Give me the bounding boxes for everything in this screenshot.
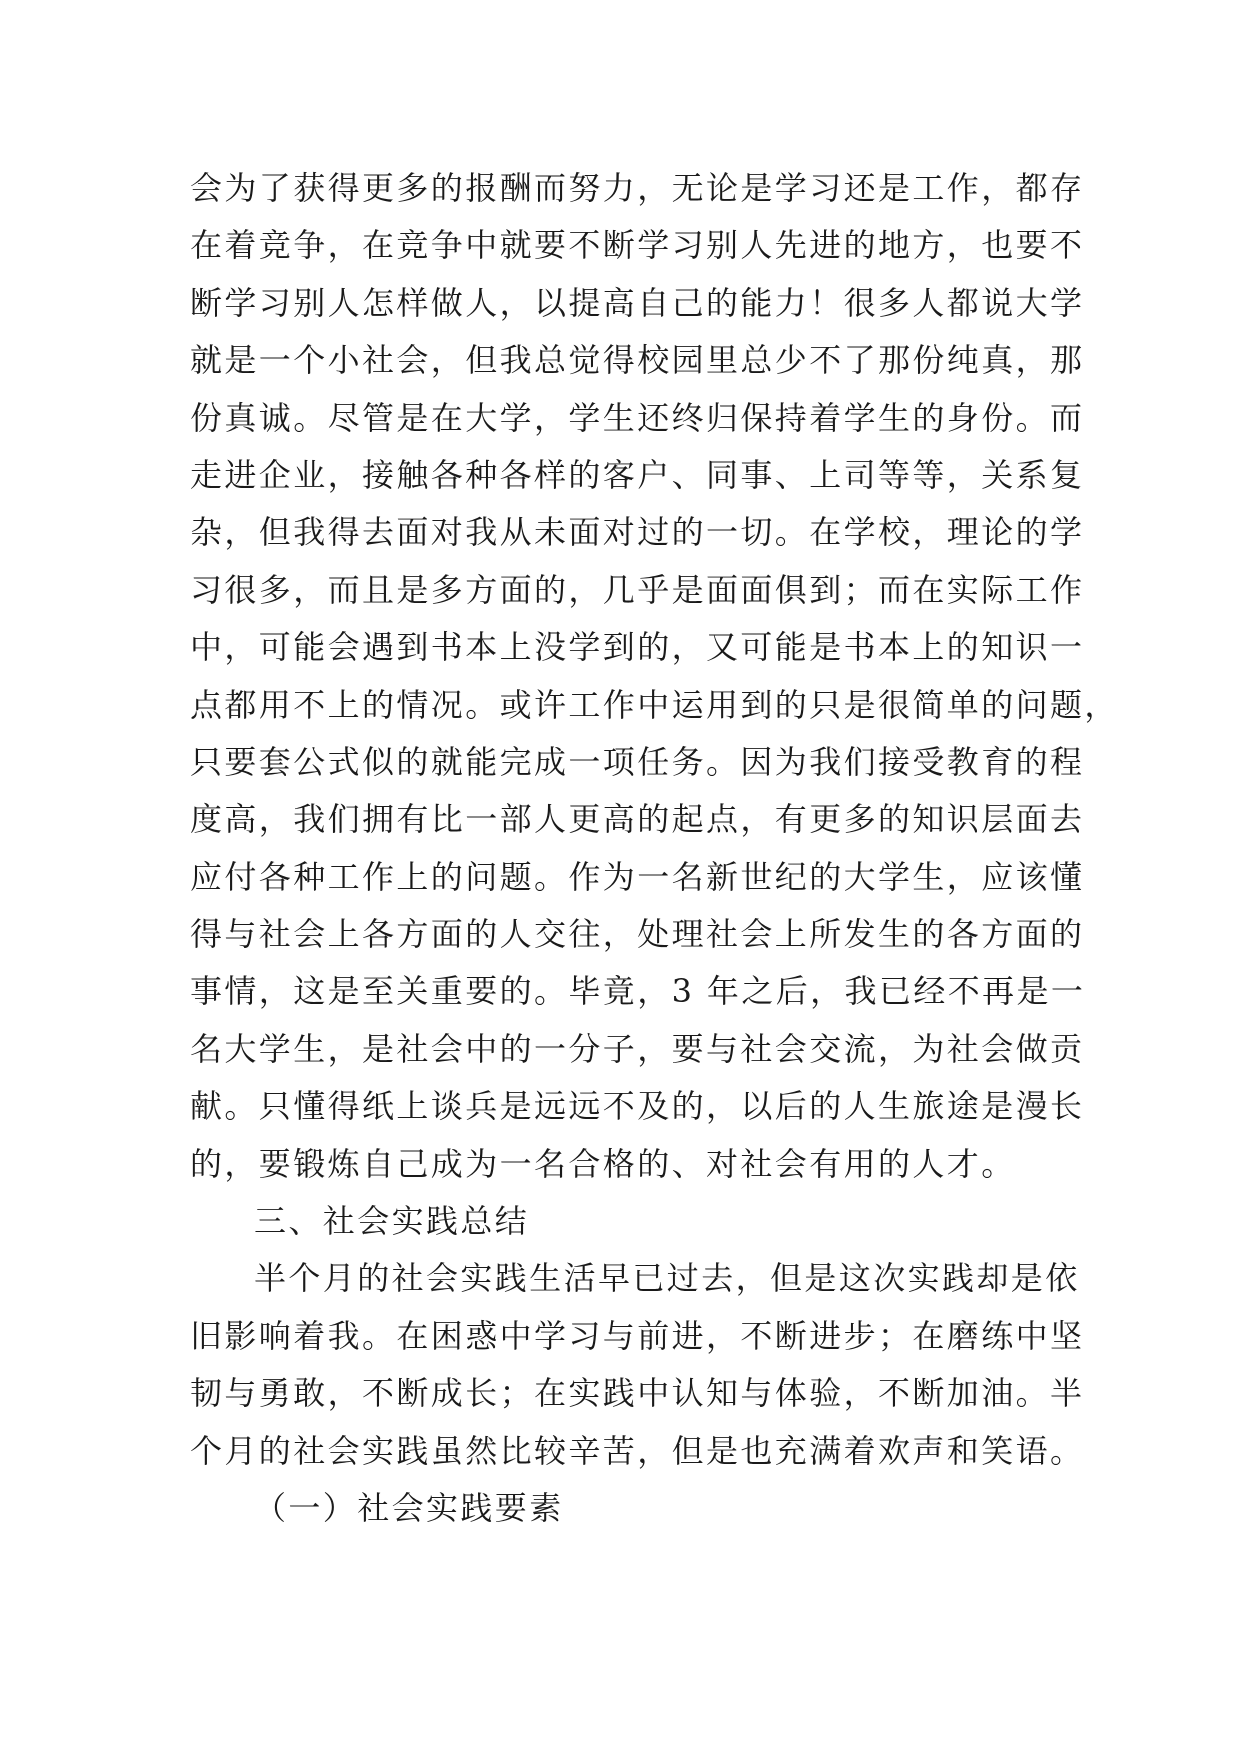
paragraph-line: 名大学生，是社会中的一分子，要与社会交流，为社会做贡 (190, 1029, 1085, 1068)
paragraph-line: 个月的社会实践虽然比较辛苦，但是也充满着欢声和笑语。 (190, 1431, 1085, 1470)
paragraph-line: 走进企业，接触各种各样的客户、同事、上司等等，关系复 (190, 455, 1085, 494)
paragraph-line: 在着竞争，在竞争中就要不断学习别人先进的地方，也要不 (190, 226, 1085, 265)
paragraph-line: 会为了获得更多的报酬而努力，无论是学习还是工作，都存 (190, 169, 1085, 207)
section-heading: 三、社会实践总结 (254, 1202, 530, 1241)
paragraph-line: 点都用不上的情况。或许工作中运用到的只是很简单的问题， (190, 685, 1119, 724)
paragraph-line: 得与社会上各方面的人交往，处理社会上所发生的各方面的 (190, 915, 1085, 954)
paragraph-line: 半个月的社会实践生活早已过去，但是这次实践却是依 (254, 1259, 1080, 1298)
paragraph-line: 度高，我们拥有比一部人更高的起点，有更多的知识层面去 (190, 800, 1085, 839)
paragraph-line: 献。只懂得纸上谈兵是远远不及的，以后的人生旅途是漫长 (190, 1087, 1085, 1126)
paragraph-line: 杂，但我得去面对我从未面对过的一切。在学校，理论的学 (190, 513, 1085, 552)
paragraph-line: 只要套公式似的就能完成一项任务。因为我们接受教育的程 (190, 742, 1085, 781)
paragraph-line: 份真诚。尽管是在大学，学生还终归保持着学生的身份。而 (190, 398, 1085, 437)
paragraph-line: 的，要锻炼自己成为一名合格的、对社会有用的人才。 (190, 1144, 1016, 1183)
paragraph-line: 事情，这是至关重要的。毕竟，3 年之后，我已经不再是一 (190, 972, 1086, 1011)
paragraph-line: 韧与勇敢，不断成长；在实践中认知与体验，不断加油。半 (190, 1374, 1085, 1413)
paragraph-line: 应付各种工作上的问题。作为一名新世纪的大学生，应该懂 (190, 857, 1085, 896)
document-body (190, 160, 1119, 1537)
paragraph-line: 旧影响着我。在困惑中学习与前进，不断进步；在磨练中坚 (190, 1316, 1085, 1355)
paragraph-line: 中，可能会遇到书本上没学到的，又可能是书本上的知识一 (190, 628, 1085, 667)
subsection-heading: （一）社会实践要素 (254, 1488, 564, 1527)
paragraph-line: 就是一个小社会，但我总觉得校园里总少不了那份纯真，那 (190, 341, 1085, 380)
paragraph-line: 断学习别人怎样做人，以提高自己的能力！很多人都说大学 (190, 283, 1085, 322)
paragraph-line: 习很多，而且是多方面的，几乎是面面俱到；而在实际工作 (190, 570, 1085, 609)
